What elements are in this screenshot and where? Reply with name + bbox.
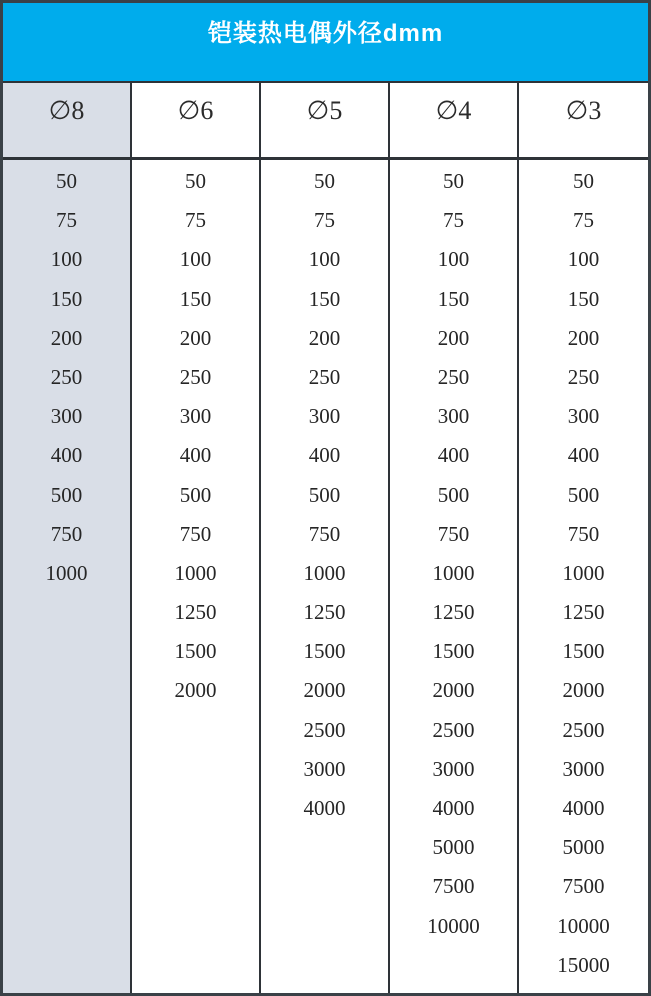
table-cell: 1250 <box>174 600 217 625</box>
table-cell: 150 <box>437 286 470 311</box>
table-cell: 300 <box>179 404 212 429</box>
table-cell: 75 <box>185 208 206 233</box>
table-cell: 500 <box>437 482 470 507</box>
table-cell: 75 <box>56 208 77 233</box>
table-cell: 1000 <box>303 560 346 585</box>
table-title: 铠装热电偶外径dmm <box>207 19 444 47</box>
table-cell: 750 <box>308 521 341 546</box>
table-cell: 1250 <box>562 600 605 625</box>
table-cell: 7500 <box>432 874 475 899</box>
table-cell: 1500 <box>303 639 346 664</box>
table-cell: 5000 <box>432 835 475 860</box>
table-cell: 200 <box>50 325 83 350</box>
table-cell: 2500 <box>562 717 605 742</box>
table-cell: 50 <box>314 169 335 193</box>
table-cell: 100 <box>179 247 212 272</box>
table-column-d8 <box>3 160 132 993</box>
table-cell: 150 <box>308 286 341 311</box>
table-cell: 2500 <box>303 717 346 742</box>
table-cell: 100 <box>567 247 600 272</box>
table-cell: 2500 <box>432 717 475 742</box>
table-cell: 75 <box>573 208 594 233</box>
table-cell: 50 <box>56 169 77 193</box>
table-cell: 1250 <box>303 600 346 625</box>
table-cell: 4000 <box>303 796 346 820</box>
table-cell: 7500 <box>562 874 605 899</box>
column-header-d8: ∅8 <box>3 83 132 157</box>
table-cell: 400 <box>308 443 341 468</box>
table-cell: 200 <box>437 325 470 350</box>
table-cell: 15000 <box>557 952 610 977</box>
table-cell: 400 <box>179 443 212 468</box>
table-cell: 500 <box>308 482 341 507</box>
table-cell: 4000 <box>562 796 605 820</box>
table-cell: 1000 <box>562 560 605 585</box>
table-cell: 1500 <box>432 639 475 664</box>
table-cell: 10000 <box>427 913 480 938</box>
table-header-row <box>3 83 648 160</box>
table-cell: 100 <box>308 247 341 272</box>
column-header-d6: ∅6 <box>132 83 261 157</box>
table-cell: 1000 <box>432 560 475 585</box>
table-cell: 250 <box>308 364 341 389</box>
table-cell: 400 <box>437 443 470 468</box>
table-cell: 2000 <box>174 678 217 703</box>
table-cell: 300 <box>567 404 600 429</box>
table-cell: 500 <box>50 482 83 507</box>
table-column-d3 <box>519 160 648 993</box>
table-cell: 4000 <box>432 796 475 820</box>
column-header-d3: ∅3 <box>519 83 648 157</box>
table-cell: 2000 <box>562 678 605 703</box>
column-header-d4: ∅4 <box>390 83 519 157</box>
table-cell: 250 <box>50 364 83 389</box>
table-cell: 200 <box>567 325 600 350</box>
table-cell: 150 <box>567 286 600 311</box>
table-cell: 2000 <box>303 678 346 703</box>
table-cell: 100 <box>437 247 470 272</box>
table-cell: 250 <box>179 364 212 389</box>
table-column-d4 <box>390 160 519 993</box>
table-cell: 75 <box>443 208 464 233</box>
table-cell: 400 <box>50 443 83 468</box>
table-cell: 200 <box>308 325 341 350</box>
table-cell: 1500 <box>562 639 605 664</box>
table-cell: 150 <box>179 286 212 311</box>
table-cell: 3000 <box>562 756 605 781</box>
table-cell: 100 <box>50 247 83 272</box>
table-cell: 300 <box>308 404 341 429</box>
table-cell: 75 <box>314 208 335 233</box>
table-cell: 50 <box>573 169 594 193</box>
table-cell: 3000 <box>432 756 475 781</box>
table-cell: 500 <box>179 482 212 507</box>
table-cell: 50 <box>443 169 464 193</box>
table-cell: 250 <box>567 364 600 389</box>
table-body <box>3 160 648 993</box>
table-cell: 3000 <box>303 756 346 781</box>
table-cell: 5000 <box>562 835 605 860</box>
table-cell: 1250 <box>432 600 475 625</box>
table-cell: 150 <box>50 286 83 311</box>
table-cell: 1000 <box>174 560 217 585</box>
table-title-banner <box>3 3 648 83</box>
column-header-d5: ∅5 <box>261 83 390 157</box>
table-column-d5 <box>261 160 390 993</box>
table-cell: 400 <box>567 443 600 468</box>
table-cell: 750 <box>50 521 83 546</box>
table-cell: 10000 <box>557 913 610 938</box>
table-cell: 300 <box>437 404 470 429</box>
table-cell: 750 <box>567 521 600 546</box>
table-cell: 1500 <box>174 639 217 664</box>
table-cell: 250 <box>437 364 470 389</box>
table-cell: 500 <box>567 482 600 507</box>
table-cell: 1000 <box>45 560 88 585</box>
table-cell: 300 <box>50 404 83 429</box>
table-column-d6 <box>132 160 261 993</box>
table-cell: 750 <box>437 521 470 546</box>
table-cell: 750 <box>179 521 212 546</box>
table-cell: 50 <box>185 169 206 193</box>
table-cell: 200 <box>179 325 212 350</box>
table-cell: 2000 <box>432 678 475 703</box>
